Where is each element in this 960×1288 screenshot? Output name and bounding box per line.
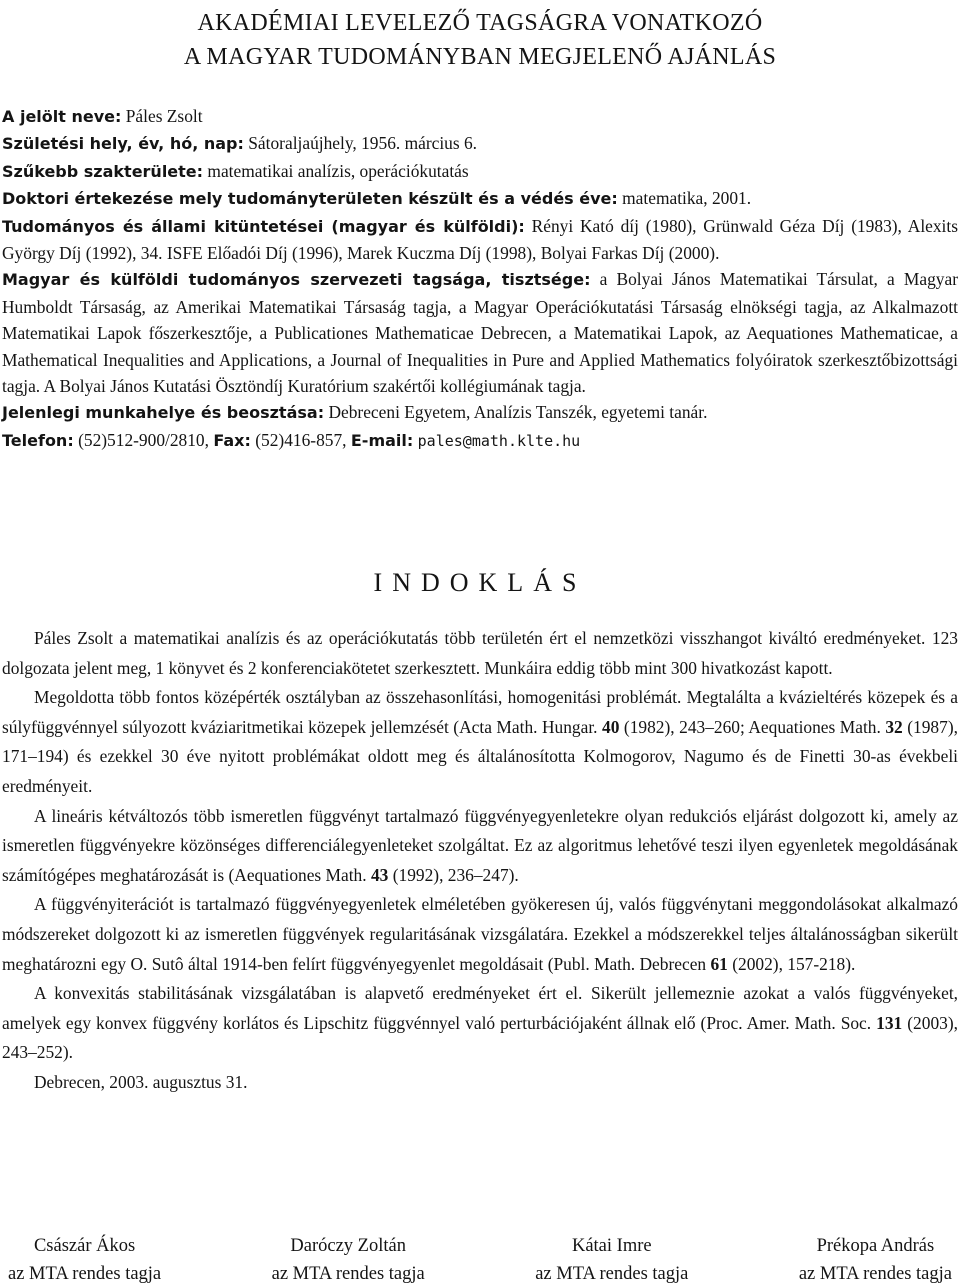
signer-role: az MTA rendes tagja [535,1264,689,1284]
paragraph-3 [2,802,958,891]
field-value: matematikai analízis, operációkutatás [207,160,469,181]
paragraph-2-volume-2: 32 [885,716,903,737]
signature-block [272,1232,425,1288]
document-title [0,6,960,74]
field-label: Szűkebb szakterülete: [2,161,204,181]
signer-name: Prékopa András [816,1236,935,1256]
paragraph-5-text-a: A konvexitás stabilitásának vizsgálatában is alapvető eredményeket ért el. Sikerült jellemeznie azokat a valós függvényeket, amelyek egy konvex függvény korlátos és Lipschitz függvénnyel való perturbációjaként állnak elő (Proc. Amer. Math. Soc. [2,983,958,1033]
awards-label: Tudományos és állami kitüntetései (magyar és külföldi): [2,216,525,236]
signatures [0,1232,960,1288]
signer-name: Daróczy Zoltán [290,1236,406,1256]
doctorate-value: matematika, 2001. [622,188,752,209]
paragraph-5-text-b: (2003), 243–252). [2,1012,958,1063]
signer-role: az MTA rendes tagja [798,1264,952,1284]
section-heading: INDOKLÁS [373,568,587,597]
name-label: A jelölt neve: [2,107,122,126]
paragraph-2-volume-1: 40 [602,716,620,737]
signature-block [8,1232,161,1288]
paragraph-3-text-b: (1992), 236–247). [392,864,519,885]
birth-label: Születési hely, év, hó, nap: [2,134,244,154]
birth-row [2,130,958,157]
workplace-row [2,399,958,426]
candidate-info [2,103,958,454]
paragraph-4 [2,890,958,979]
paragraph-2-text-c: (1987), 171–194) és ezekkel 30 éve nyitott problémákat oldott meg és általánosította Kolmogorov, Nagumo és de Finetti 30-as évekbeli eredményeit. [2,716,958,796]
memberships-row [2,266,958,399]
paragraph-1: Páles Zsolt a matematikai analízis és az operációkutatás több területén ért el nemzetközi visszhangot kiváltó eredményeket. 123 dolgozata jelent meg, 1 könyvet és 2 konferenciakötetet szerkesztett. Munkáira eddig több mint 300 hivatkozást kapott. [2,628,958,678]
paragraph-3-volume: 43 [370,864,389,885]
paragraph-2-text-a: Megoldotta több fontos középérték osztályban az összehasonlítási, homogenitási problémát. Megtalálta a kvázieltérés közepek és a súlyfüggvénnyel súlyozott kváziaritmetikai közepek jellemzését (Acta Math. Hungar. [2,687,958,737]
signer-role: az MTA rendes tagja [8,1264,162,1284]
signer-name: Császár Ákos [33,1236,136,1256]
title-line-1: AKADÉMIAI LEVELEZŐ TAGSÁGRA VONATKOZÓ [197,10,763,36]
contact-row [2,427,958,454]
justification-body [2,624,958,1098]
fax-label: Fax: [213,430,251,450]
awards-value: Rényi Kató díj (1980), Grünwald Géza Díj (1983), Alexits György Díj (1992), 34. ISFE Előadói Díj (1996), Marek Kuczma Díj (1998), Bolyai Farkas Díj (2000). [2,215,958,264]
email-value: pales@math.klte.hu [417,431,581,450]
phone-value: (52)512-900/2810, [78,429,209,450]
memberships-label: Magyar és külföldi tudományos szervezeti tagsága, tisztsége: [2,270,591,290]
paragraph-4-text-b: (2002), 157-218). [732,953,856,974]
fax-value: (52)416-857, [255,429,347,450]
name-value: Páles Zsolt [125,106,203,126]
place-date: Debrecen, 2003. augusztus 31. [34,1071,248,1092]
signer-name: Kátai Imre [571,1236,652,1256]
doctorate-label: Doktori értekezése mely tudományterületen készült és a védés éve: [2,189,618,209]
workplace-label: Jelenlegi munkahelye és beosztása: [2,403,325,423]
phone-label: Telefon: [2,430,74,450]
paragraph-5 [2,979,958,1068]
paragraph-4-text-a: A függvényiterációt is tartalmazó függvényegyenletek elméletében gyökeresen új, valós függvénytani meggondolásokat alkalmazó módszereket dolgozott ki az ismeretlen függvények regularitásának vizsgálatára. Ezekkel a módszerekkel teljes általánosságban sikerült meghatározni egy O. Sutô által 1914-ben felírt függvényegyenlet megoldásait (Publ. Math. Debrecen [2,894,958,974]
memberships-value: a Bolyai János Matematikai Társulat, a Magyar Humboldt Társaság, az Amerikai Matematikai Társaság tagja, a Magyar Operációkutatási Társaság elnökségi tagja, az Alkalmazott Matematikai Lapok főszerkesztője, a Publicationes Mathematicae Debrecen, a Matematikai Lapok, az Aequationes Mathematicae, a Mathematical Inequalities and Applications, a Journal of Inequalities in Pure and Applied Mathematics folyóiratok szerkesztőbizottsági tagja. A Bolyai János Kutatási Ösztöndíj Kuratórium szakértői kollégiumának tagja. [2,269,958,397]
paragraph-4-volume: 61 [710,953,728,974]
email-label: E-mail: [350,430,414,450]
signer-role: az MTA rendes tagja [271,1264,425,1284]
field-row [2,158,958,185]
name-row [2,103,958,130]
paragraph-3-text-a: A lineáris kétváltozós több ismeretlen függvényt tartalmazó függvényegyenletekre olyan redukciós eljárást dolgozott ki, amely az ismeretlen függvényekre közönséges differenciálegyenleteket szolgáltat. Ez az algoritmus lehetővé teszi ilyen egyenletek megoldásának számítógépes meghatározását is (Aequationes Math. [2,805,958,885]
paragraph-2-text-b: (1982), 243–260; Aequationes Math. [623,716,881,737]
title-line-2: A MAGYAR TUDOMÁNYBAN MEGJELENŐ AJÁNLÁS [183,44,777,70]
paragraph-2 [2,683,958,801]
paragraph-5-volume: 131 [876,1012,903,1033]
doctorate-row [2,185,958,212]
awards-row [2,213,958,267]
signature-block [535,1232,688,1288]
signature-block [799,1232,952,1288]
birth-value: Sátoraljaújhely, 1956. március 6. [248,133,478,154]
workplace-value: Debreceni Egyetem, Analízis Tanszék, egyetemi tanár. [328,402,708,423]
